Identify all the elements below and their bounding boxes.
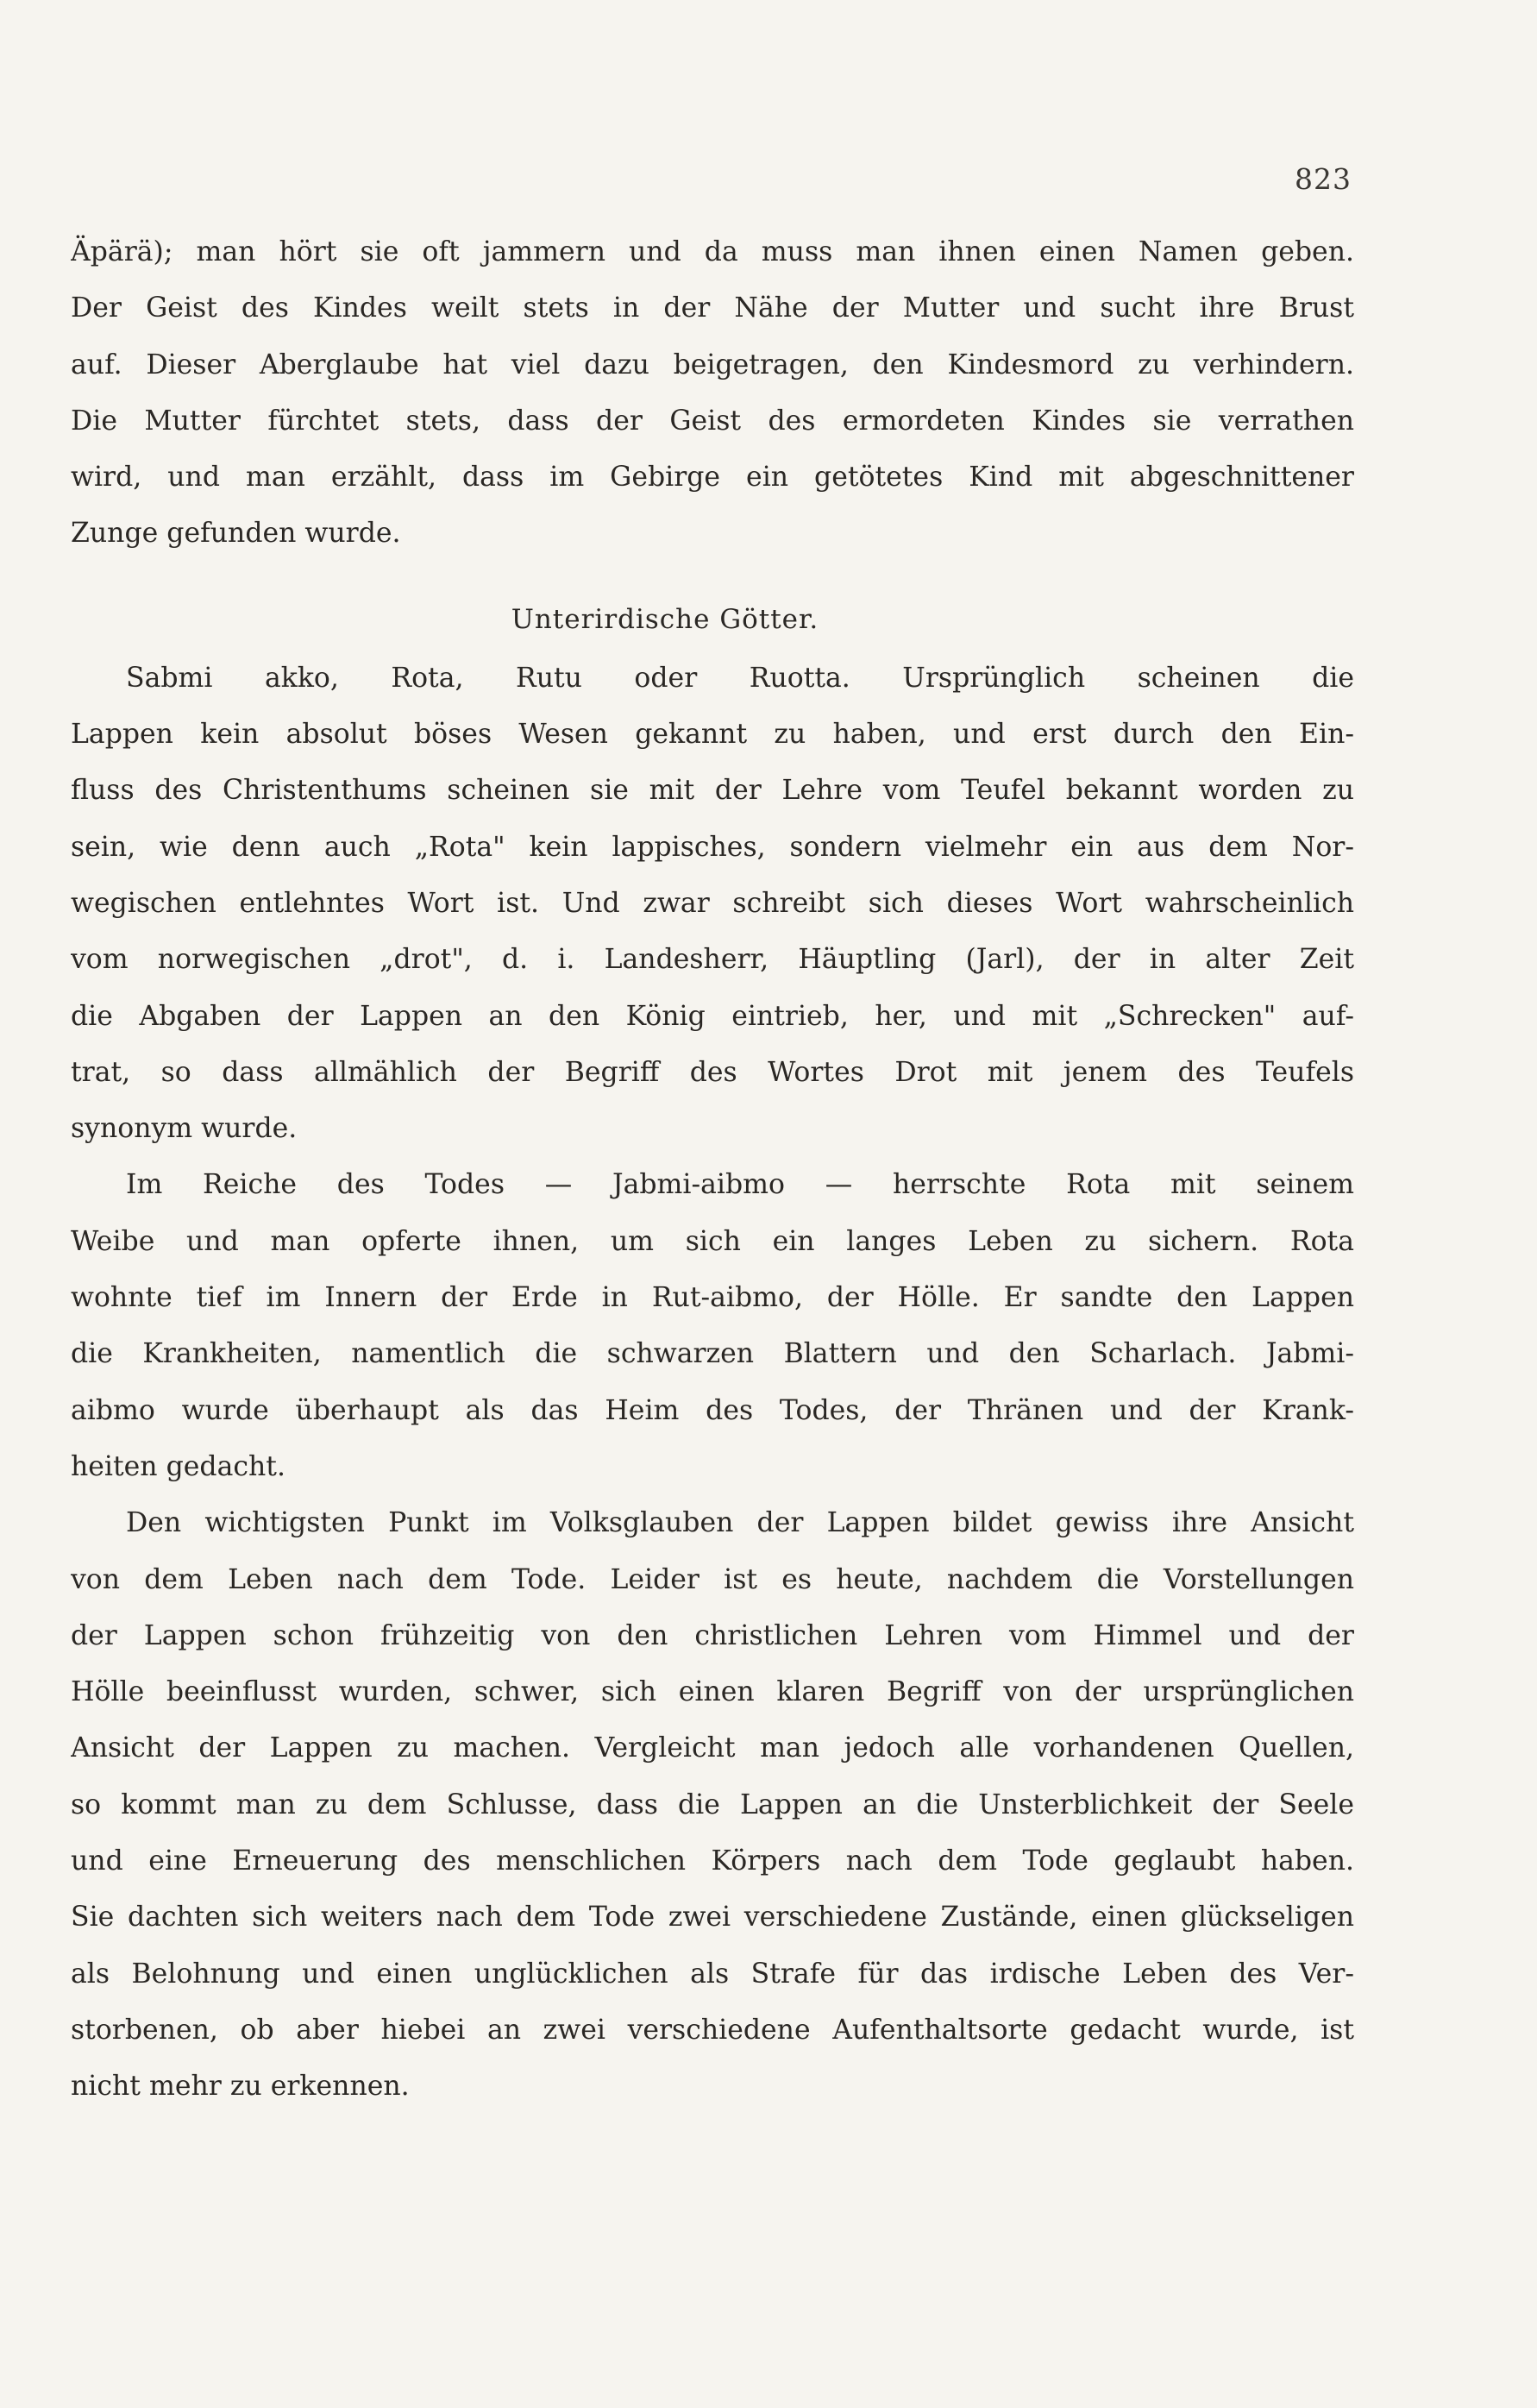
text-line: Der Geist des Kindes weilt stets in der Nähe der Mutter und sucht ihre Brust bbox=[71, 292, 1354, 324]
text-line: Sabmi akko, Rota, Rutu oder Ruotta. Ursprünglich scheinen die bbox=[126, 662, 1354, 694]
text-line: von dem Leben nach dem Tode. Leider ist es heute, nachdem die Vorstellungen bbox=[71, 1563, 1354, 1595]
text-line: Lappen kein absolut böses Wesen gekannt zu haben, und erst durch den Ein- bbox=[71, 719, 1354, 751]
text-line: Zunge gefunden wurde. bbox=[71, 518, 401, 550]
text-line: synonym wurde. bbox=[71, 1113, 298, 1145]
section-heading: Unterirdische Götter. bbox=[511, 603, 819, 635]
page-body bbox=[71, 224, 1354, 2116]
page-number: 823 bbox=[1295, 162, 1352, 196]
text-line: sein, wie denn auch „Rota" kein lappisches, sondern vielmehr ein aus dem Nor- bbox=[71, 831, 1354, 863]
text-line: Den wichtigsten Punkt im Volksglauben der Lappen bildet gewiss ihre Ansicht bbox=[126, 1507, 1354, 1539]
text-line: fluss des Christenthums scheinen sie mit der Lehre vom Teufel bekannt worden zu bbox=[71, 775, 1354, 807]
text-line: wird, und man erzählt, dass im Gebirge ein getötetes Kind mit abgeschnittener bbox=[71, 462, 1354, 494]
text-line: storbenen, ob aber hiebei an zwei verschiedene Aufenthaltsorte gedacht wurde, ist bbox=[71, 2014, 1354, 2046]
text-line: heiten gedacht. bbox=[71, 1450, 285, 1482]
text-line: und eine Erneuerung des menschlichen Körpers nach dem Tode geglaubt haben. bbox=[71, 1845, 1354, 1877]
paragraph bbox=[71, 1495, 1354, 2115]
text-line: wegischen entlehntes Wort ist. Und zwar schreibt sich dieses Wort wahrscheinlich bbox=[71, 887, 1354, 919]
text-line: trat, so dass allmählich der Begriff des Wortes Drot mit jenem des Teufels bbox=[71, 1056, 1354, 1088]
text-line: vom norwegischen „drot", d. i. Landesherr, Häuptling (Jarl), der in alter Zeit bbox=[71, 944, 1354, 976]
text-line: nicht mehr zu erkennen. bbox=[71, 2071, 410, 2103]
paragraph bbox=[71, 651, 1354, 1158]
text-line: Äpärä); man hört sie oft jammern und da muss man ihnen einen Namen geben. bbox=[71, 236, 1354, 267]
text-line: Ansicht der Lappen zu machen. Vergleicht man jedoch alle vorhandenen Quellen, bbox=[71, 1732, 1354, 1764]
text-line: Weibe und man opferte ihnen, um sich ein langes Leben zu sichern. Rota bbox=[71, 1225, 1354, 1257]
text-line: auf. Dieser Aberglaube hat viel dazu beigetragen, den Kindesmord zu verhindern. bbox=[71, 349, 1354, 380]
paragraph bbox=[71, 1157, 1354, 1495]
text-line: Die Mutter fürchtet stets, dass der Geist des ermordeten Kindes sie verrathen bbox=[71, 405, 1354, 437]
text-line: die Abgaben der Lappen an den König eintrieb, her, und mit „Schrecken" auf- bbox=[71, 1000, 1354, 1032]
text-line: so kommt man zu dem Schlusse, dass die Lappen an die Unsterblichkeit der Seele bbox=[71, 1789, 1354, 1820]
text-line: als Belohnung und einen unglücklichen als Strafe für das irdische Leben des Ver- bbox=[71, 1958, 1354, 1990]
text-line: Sie dachten sich weiters nach dem Tode zwei verschiedene Zustände, einen glückseligen bbox=[71, 1902, 1354, 1933]
text-line: der Lappen schon frühzeitig von den christlichen Lehren vom Himmel und der bbox=[71, 1619, 1354, 1651]
paragraph bbox=[71, 224, 1354, 563]
text-line: Hölle beeinflusst wurden, schwer, sich einen klaren Begriff von der ursprünglichen bbox=[71, 1676, 1354, 1708]
text-line: wohnte tief im Innern der Erde in Rut-aibmo, der Hölle. Er sandte den Lappen bbox=[71, 1282, 1354, 1314]
text-line: die Krankheiten, namentlich die schwarzen Blattern und den Scharlach. Jabmi- bbox=[71, 1338, 1354, 1370]
text-line: Im Reiche des Todes — Jabmi-aibmo — herrschte Rota mit seinem bbox=[126, 1169, 1354, 1201]
text-line: aibmo wurde überhaupt als das Heim des Todes, der Thränen und der Krank- bbox=[71, 1394, 1354, 1426]
